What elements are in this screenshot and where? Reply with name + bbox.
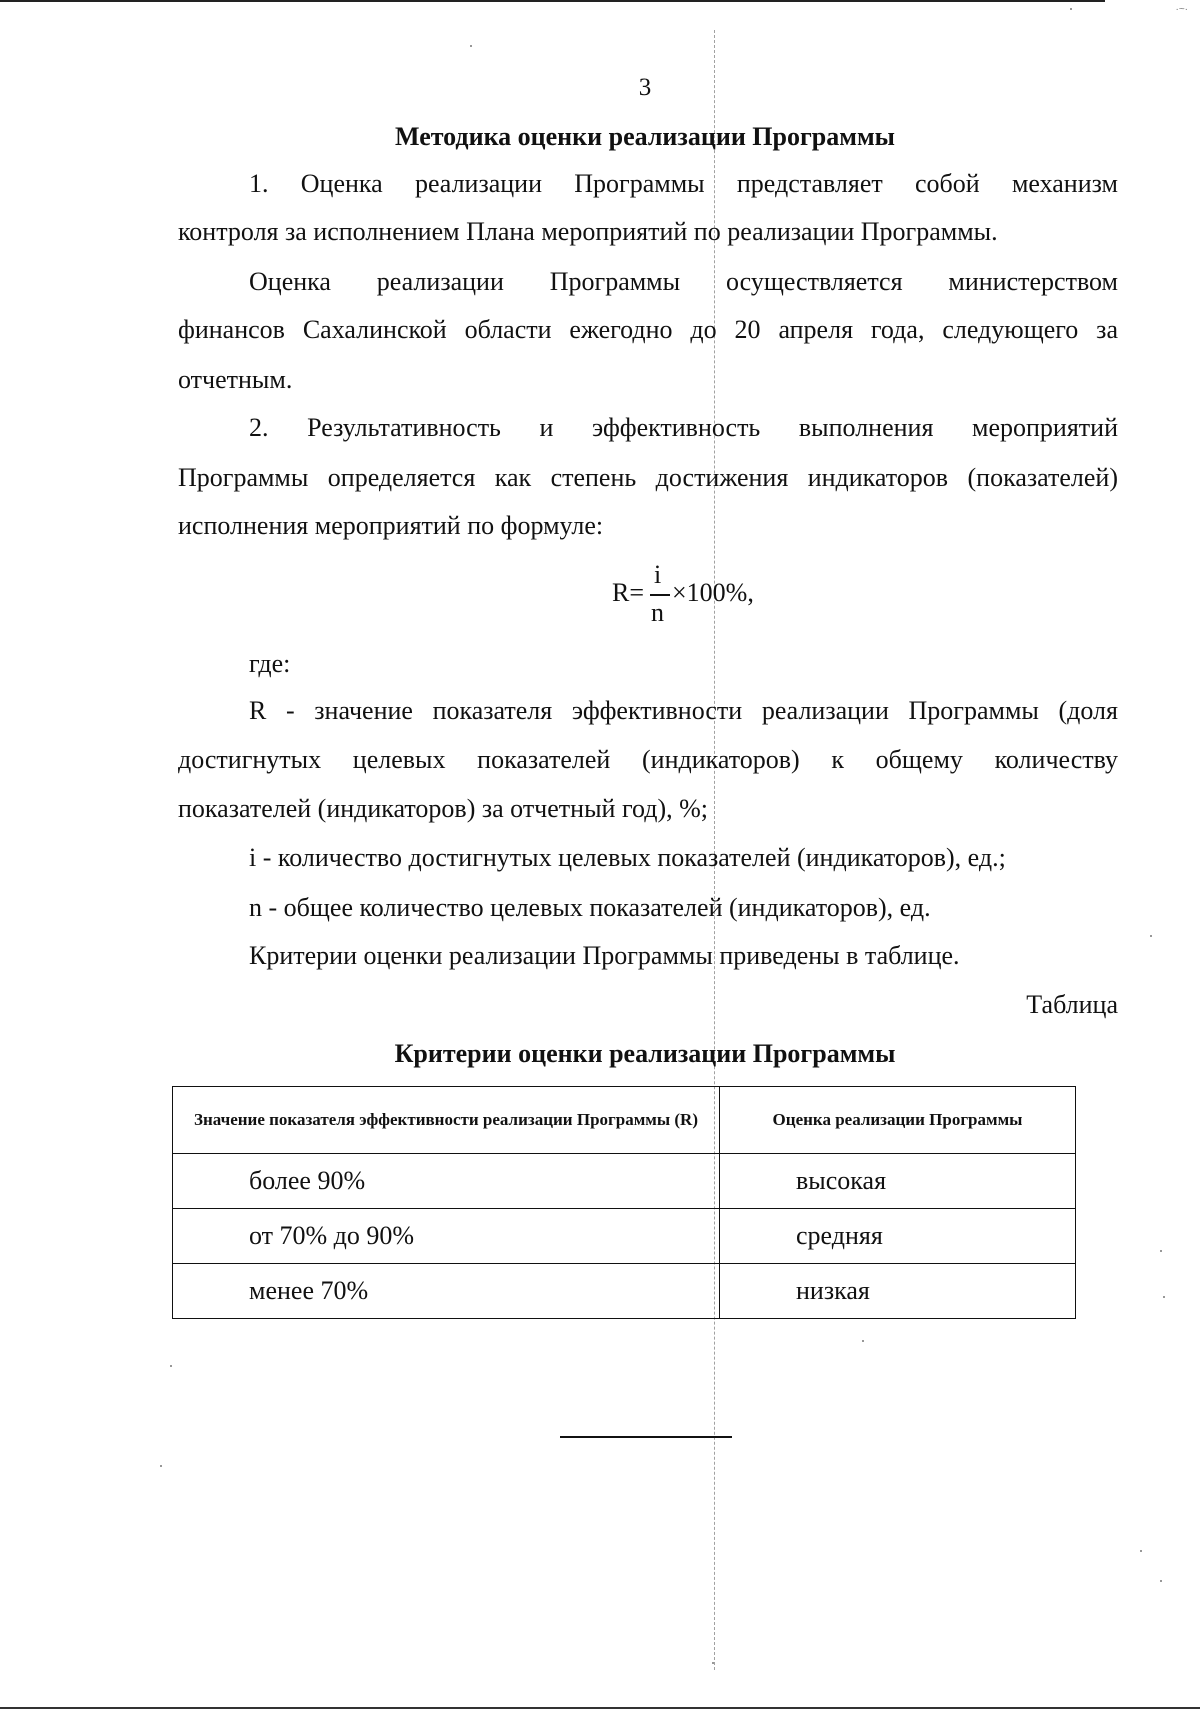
- scan-speck: [160, 1465, 162, 1467]
- fraction-bar: [650, 594, 670, 596]
- paragraph-line: показателей (индикаторов) за отчетный год), %;: [178, 794, 708, 823]
- paragraph-line: Оценка реализации Программы осуществляется министерством: [249, 267, 1118, 296]
- criteria-table: [172, 1086, 1076, 1319]
- paragraph-line: i - количество достигнутых целевых показателей (индикаторов), ед.;: [249, 843, 1006, 872]
- paragraph-line: 1. Оценка реализации Программы представляет собой механизм: [249, 169, 1118, 198]
- paragraph-line: Программы определяется как степень достижения индикаторов (показателей): [178, 463, 1118, 492]
- scan-speck: [1163, 1296, 1165, 1298]
- table-cell-assessment: средняя: [720, 1209, 1076, 1264]
- table-row: [173, 1154, 1076, 1209]
- paragraph-line: 2. Результативность и эффективность выполнения мероприятий: [249, 413, 1118, 442]
- table-title: Критерии оценки реализации Программы: [394, 1039, 896, 1068]
- page-number: 3: [638, 74, 652, 101]
- scan-speck: [1160, 1250, 1162, 1252]
- end-of-document-rule: [560, 1436, 732, 1438]
- formula-numerator: i: [654, 560, 662, 589]
- scan-speck: [470, 45, 472, 47]
- paragraph-line: Критерии оценки реализации Программы приведены в таблице.: [249, 941, 960, 970]
- paragraph-line: достигнутых целевых показателей (индикаторов) к общему количеству: [178, 745, 1118, 774]
- scan-speck: [712, 1662, 714, 1664]
- scan-speck: [1150, 935, 1152, 937]
- scan-bottom-edge: [0, 1707, 1200, 1709]
- formula-rhs: ×100%,: [672, 578, 754, 607]
- scan-speck: [862, 1340, 864, 1342]
- paragraph-line: отчетным.: [178, 365, 293, 394]
- paragraph-line: где:: [249, 649, 291, 678]
- scan-top-edge: [0, 0, 1105, 2]
- paragraph-line: n - общее количество целевых показателей (индикаторов), ед.: [249, 893, 931, 922]
- table-cell-assessment: низкая: [720, 1264, 1076, 1319]
- scan-speck: [1160, 1580, 1162, 1582]
- table-header-row: [173, 1087, 1076, 1154]
- scan-noise-mark: ·~·: [1175, 4, 1188, 15]
- table-label: Таблица: [1026, 990, 1118, 1019]
- paragraph-line: исполнения мероприятий по формуле:: [178, 511, 604, 540]
- table-row: [173, 1209, 1076, 1264]
- formula-lhs: R=: [612, 578, 645, 607]
- header-assessment: Оценка реализации Программы: [720, 1087, 1076, 1154]
- table-cell-range: от 70% до 90%: [173, 1209, 720, 1264]
- scan-speck: [1140, 1550, 1142, 1552]
- efficiency-formula: [612, 560, 812, 630]
- paragraph-line: контроля за исполнением Плана мероприятий по реализации Программы.: [178, 217, 998, 246]
- table-cell-range: менее 70%: [173, 1264, 720, 1319]
- table-cell-assessment: высокая: [720, 1154, 1076, 1209]
- paragraph-line: финансов Сахалинской области ежегодно до 20 апреля года, следующего за: [178, 315, 1118, 344]
- document-title: Методика оценки реализации Программы: [395, 122, 895, 151]
- formula-denominator: n: [651, 598, 664, 627]
- scan-speck: [1070, 8, 1072, 10]
- scan-speck: [170, 1365, 172, 1367]
- paragraph-line: R - значение показателя эффективности реализации Программы (доля: [249, 696, 1118, 725]
- header-efficiency-value: Значение показателя эффективности реализации Программы (R): [173, 1087, 720, 1154]
- table-cell-range: более 90%: [173, 1154, 720, 1209]
- table-row: [173, 1264, 1076, 1319]
